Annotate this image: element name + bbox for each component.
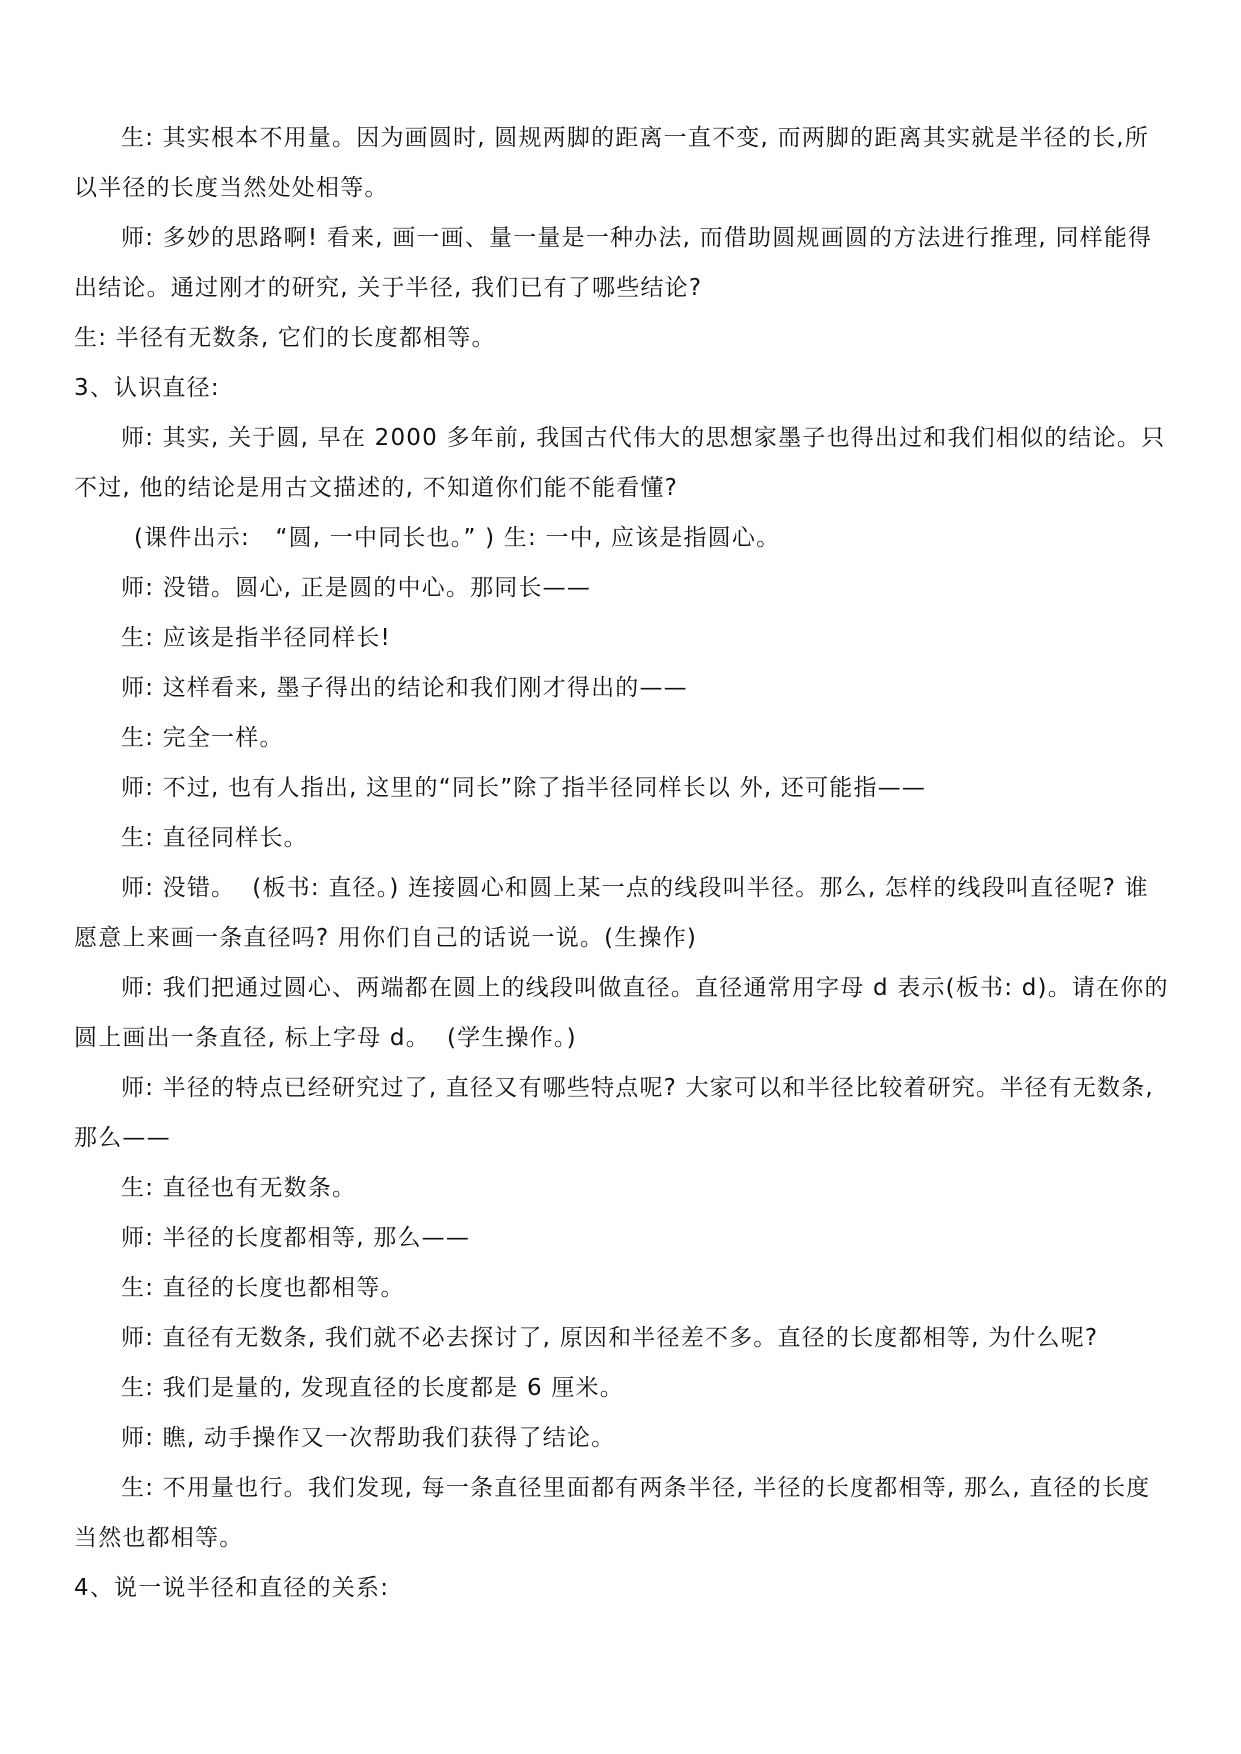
paragraph-teacher-other-meaning: 师: 不过, 也有人指出, 这里的“同长”除了指半径同样长以 外, 还可能指—— <box>121 775 927 801</box>
paragraph-student-same-radius: 生: 应该是指半径同样长! <box>121 625 391 651</box>
paragraph-teacher-define-diameter-question: 师: 没错。 (板书: 直径。) 连接圆心和圆上某一点的线段叫半径。那么, 怎样的线段叫直径呢? 谁愿意上来画一条直径吗? 用你们自己的话说一说。(生操作) <box>74 875 1149 951</box>
paragraph-student-radius-conclusion: 生: 半径有无数条, 它们的长度都相等。 <box>74 325 496 351</box>
paragraph-student-measured: 生: 我们是量的, 发现直径的长度都是 6 厘米。 <box>121 1375 624 1401</box>
paragraph-student-two-radii: 生: 不用量也行。我们发现, 每一条直径里面都有两条半径, 半径的长度都相等, 那么, 直径的长度当然也都相等。 <box>74 1475 1151 1551</box>
section-heading-diameter: 3、认识直径: <box>74 375 220 401</box>
paragraph-courseware-quote: (课件出示: “圆, 一中同长也。” ) 生: 一中, 应该是指圆心。 <box>134 525 781 551</box>
paragraph-teacher-center: 师: 没错。圆心, 正是圆的中心。那同长—— <box>121 575 592 601</box>
paragraph-teacher-diameter-definition: 师: 我们把通过圆心、两端都在圆上的线段叫做直径。直径通常用字母 d 表示(板书: d)。请在你的圆上画出一条直径, 标上字母 d。 (学生操作。) <box>74 975 1169 1051</box>
paragraph-student-equal-diameters: 生: 直径的长度也都相等。 <box>121 1275 405 1301</box>
paragraph-student-compass-reasoning: 生: 其实根本不用量。因为画圆时, 圆规两脚的距离一直不变, 而两脚的距离其实就是半径的长,所以半径的长度当然处处相等。 <box>74 125 1150 201</box>
section-heading-relationship: 4、说一说半径和直径的关系: <box>74 1575 390 1601</box>
paragraph-teacher-diameter-features: 师: 半径的特点已经研究过了, 直径又有哪些特点呢? 大家可以和半径比较着研究。半径有无数条, 那么—— <box>74 1075 1163 1151</box>
paragraph-teacher-why-equal: 师: 直径有无数条, 我们就不必去探讨了, 原因和半径差不多。直径的长度都相等, 为什么呢? <box>121 1325 1099 1351</box>
document-body <box>74 113 1170 1613</box>
paragraph-teacher-mozi-intro: 师: 其实, 关于圆, 早在 2000 多年前, 我国古代伟大的思想家墨子也得出过和我们相似的结论。只不过, 他的结论是用古文描述的, 不知道你们能不能看懂? <box>74 425 1166 501</box>
paragraph-student-identical: 生: 完全一样。 <box>121 725 284 751</box>
paragraph-student-same-diameter: 生: 直径同样长。 <box>121 825 308 851</box>
paragraph-teacher-radius-conclusion-question: 师: 多妙的思路啊! 看来, 画一画、量一量是一种办法, 而借助圆规画圆的方法进行推理, 同样能得出结论。通过刚才的研究, 关于半径, 我们已有了哪些结论? <box>74 225 1153 301</box>
paragraph-teacher-hands-on: 师: 瞧, 动手操作又一次帮助我们获得了结论。 <box>121 1425 616 1451</box>
paragraph-student-infinite-diameters: 生: 直径也有无数条。 <box>121 1175 357 1201</box>
paragraph-teacher-equal-radius-then: 师: 半径的长度都相等, 那么—— <box>121 1225 471 1251</box>
paragraph-teacher-same-conclusion: 师: 这样看来, 墨子得出的结论和我们刚才得出的—— <box>121 675 688 701</box>
